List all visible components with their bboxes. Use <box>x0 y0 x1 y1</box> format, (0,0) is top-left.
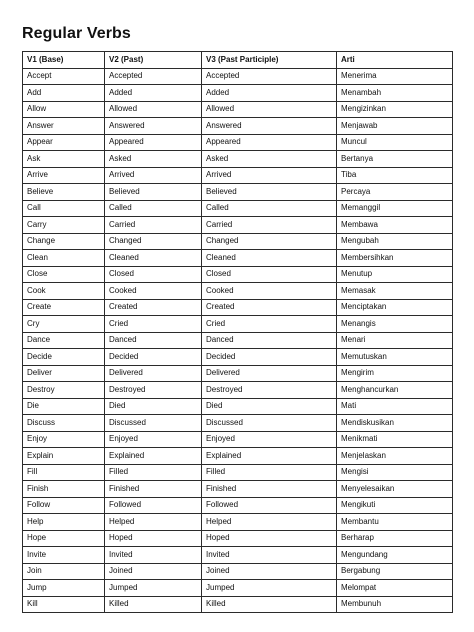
table-row <box>23 349 453 366</box>
cell-v1-base: Cook <box>23 283 105 300</box>
cell-v1-base: Join <box>23 563 105 580</box>
cell-v2-past: Added <box>105 85 202 102</box>
cell-v2-past: Cried <box>105 316 202 333</box>
cell-v2-past: Joined <box>105 563 202 580</box>
cell-arti: Menutup <box>337 266 453 283</box>
cell-v2-past: Answered <box>105 118 202 135</box>
cell-arti: Memanggil <box>337 200 453 217</box>
cell-v3-past-participle: Delivered <box>202 365 337 382</box>
cell-arti: Mengubah <box>337 233 453 250</box>
table-row <box>23 151 453 168</box>
cell-v1-base: Allow <box>23 101 105 118</box>
cell-arti: Mengizinkan <box>337 101 453 118</box>
cell-v3-past-participle: Cleaned <box>202 250 337 267</box>
cell-v3-past-participle: Finished <box>202 481 337 498</box>
cell-v1-base: Jump <box>23 580 105 597</box>
cell-v3-past-participle: Filled <box>202 464 337 481</box>
cell-v1-base: Add <box>23 85 105 102</box>
cell-v3-past-participle: Created <box>202 299 337 316</box>
cell-v2-past: Cleaned <box>105 250 202 267</box>
cell-v2-past: Delivered <box>105 365 202 382</box>
table-row <box>23 316 453 333</box>
cell-v1-base: Close <box>23 266 105 283</box>
cell-arti: Bergabung <box>337 563 453 580</box>
cell-v1-base: Hope <box>23 530 105 547</box>
cell-v2-past: Allowed <box>105 101 202 118</box>
cell-v1-base: Enjoy <box>23 431 105 448</box>
table-row <box>23 382 453 399</box>
cell-arti: Menyelesaikan <box>337 481 453 498</box>
table-row <box>23 563 453 580</box>
cell-v2-past: Accepted <box>105 68 202 85</box>
table-row <box>23 547 453 564</box>
cell-v1-base: Deliver <box>23 365 105 382</box>
cell-v1-base: Accept <box>23 68 105 85</box>
cell-v2-past: Asked <box>105 151 202 168</box>
cell-v1-base: Finish <box>23 481 105 498</box>
cell-arti: Mengundang <box>337 547 453 564</box>
cell-v3-past-participle: Carried <box>202 217 337 234</box>
table-row <box>23 431 453 448</box>
table-row <box>23 332 453 349</box>
table-row <box>23 200 453 217</box>
cell-v1-base: Follow <box>23 497 105 514</box>
table-row <box>23 266 453 283</box>
cell-v1-base: Appear <box>23 134 105 151</box>
cell-v1-base: Answer <box>23 118 105 135</box>
cell-v2-past: Arrived <box>105 167 202 184</box>
cell-v1-base: Decide <box>23 349 105 366</box>
cell-arti: Muncul <box>337 134 453 151</box>
cell-arti: Mendiskusikan <box>337 415 453 432</box>
cell-v3-past-participle: Joined <box>202 563 337 580</box>
cell-v3-past-participle: Explained <box>202 448 337 465</box>
cell-v1-base: Help <box>23 514 105 531</box>
cell-v1-base: Destroy <box>23 382 105 399</box>
cell-v2-past: Killed <box>105 596 202 613</box>
cell-arti: Menari <box>337 332 453 349</box>
table-row <box>23 167 453 184</box>
cell-v3-past-participle: Changed <box>202 233 337 250</box>
header-v2-past: V2 (Past) <box>105 52 202 69</box>
cell-v2-past: Changed <box>105 233 202 250</box>
cell-arti: Membunuh <box>337 596 453 613</box>
cell-v3-past-participle: Followed <box>202 497 337 514</box>
cell-v2-past: Danced <box>105 332 202 349</box>
table-row <box>23 514 453 531</box>
cell-v2-past: Died <box>105 398 202 415</box>
cell-arti: Memutuskan <box>337 349 453 366</box>
cell-arti: Mengikuti <box>337 497 453 514</box>
cell-arti: Berharap <box>337 530 453 547</box>
table-row <box>23 184 453 201</box>
cell-arti: Membersihkan <box>337 250 453 267</box>
cell-v1-base: Believe <box>23 184 105 201</box>
table-row <box>23 464 453 481</box>
cell-v2-past: Jumped <box>105 580 202 597</box>
table-row <box>23 365 453 382</box>
cell-v1-base: Carry <box>23 217 105 234</box>
cell-v3-past-participle: Enjoyed <box>202 431 337 448</box>
cell-v2-past: Helped <box>105 514 202 531</box>
cell-v2-past: Decided <box>105 349 202 366</box>
cell-arti: Menambah <box>337 85 453 102</box>
table-row <box>23 415 453 432</box>
cell-arti: Menciptakan <box>337 299 453 316</box>
cell-v1-base: Discuss <box>23 415 105 432</box>
cell-arti: Memasak <box>337 283 453 300</box>
cell-v2-past: Followed <box>105 497 202 514</box>
cell-arti: Bertanya <box>337 151 453 168</box>
table-row <box>23 233 453 250</box>
cell-v1-base: Fill <box>23 464 105 481</box>
cell-v1-base: Create <box>23 299 105 316</box>
cell-v2-past: Finished <box>105 481 202 498</box>
cell-arti: Menjelaskan <box>337 448 453 465</box>
cell-v2-past: Created <box>105 299 202 316</box>
cell-v1-base: Explain <box>23 448 105 465</box>
table-header <box>23 52 453 69</box>
cell-v3-past-participle: Killed <box>202 596 337 613</box>
header-v3-past-participle: V3 (Past Participle) <box>202 52 337 69</box>
cell-v2-past: Closed <box>105 266 202 283</box>
cell-v1-base: Ask <box>23 151 105 168</box>
cell-arti: Membawa <box>337 217 453 234</box>
table-row <box>23 580 453 597</box>
cell-v1-base: Invite <box>23 547 105 564</box>
cell-v2-past: Destroyed <box>105 382 202 399</box>
cell-arti: Membantu <box>337 514 453 531</box>
cell-v3-past-participle: Accepted <box>202 68 337 85</box>
cell-v3-past-participle: Asked <box>202 151 337 168</box>
cell-v2-past: Carried <box>105 217 202 234</box>
cell-v1-base: Cry <box>23 316 105 333</box>
cell-v2-past: Filled <box>105 464 202 481</box>
cell-v1-base: Dance <box>23 332 105 349</box>
cell-v1-base: Arrive <box>23 167 105 184</box>
cell-v3-past-participle: Danced <box>202 332 337 349</box>
header-row <box>23 52 453 69</box>
table-row <box>23 118 453 135</box>
cell-v1-base: Kill <box>23 596 105 613</box>
cell-arti: Menjawab <box>337 118 453 135</box>
cell-v2-past: Discussed <box>105 415 202 432</box>
table-row <box>23 134 453 151</box>
cell-arti: Melompat <box>337 580 453 597</box>
cell-v2-past: Believed <box>105 184 202 201</box>
cell-arti: Mati <box>337 398 453 415</box>
cell-v3-past-participle: Called <box>202 200 337 217</box>
table-row <box>23 497 453 514</box>
cell-v3-past-participle: Cried <box>202 316 337 333</box>
cell-arti: Menikmati <box>337 431 453 448</box>
cell-v3-past-participle: Appeared <box>202 134 337 151</box>
header-arti: Arti <box>337 52 453 69</box>
table-body <box>23 68 453 613</box>
cell-v1-base: Call <box>23 200 105 217</box>
cell-v3-past-participle: Jumped <box>202 580 337 597</box>
cell-v3-past-participle: Added <box>202 85 337 102</box>
table-row <box>23 530 453 547</box>
header-v1-base: V1 (Base) <box>23 52 105 69</box>
cell-v3-past-participle: Allowed <box>202 101 337 118</box>
cell-v3-past-participle: Destroyed <box>202 382 337 399</box>
table-row <box>23 398 453 415</box>
cell-arti: Menerima <box>337 68 453 85</box>
cell-v1-base: Change <box>23 233 105 250</box>
table-row <box>23 481 453 498</box>
cell-arti: Menghancurkan <box>337 382 453 399</box>
verb-table <box>22 51 453 613</box>
cell-v1-base: Clean <box>23 250 105 267</box>
cell-v2-past: Hoped <box>105 530 202 547</box>
cell-v2-past: Explained <box>105 448 202 465</box>
cell-v3-past-participle: Arrived <box>202 167 337 184</box>
page-title: Regular Verbs <box>22 25 131 42</box>
cell-v1-base: Die <box>23 398 105 415</box>
table-row <box>23 283 453 300</box>
table-row <box>23 217 453 234</box>
cell-arti: Percaya <box>337 184 453 201</box>
cell-v3-past-participle: Closed <box>202 266 337 283</box>
cell-v2-past: Enjoyed <box>105 431 202 448</box>
cell-v3-past-participle: Invited <box>202 547 337 564</box>
cell-v2-past: Called <box>105 200 202 217</box>
cell-v3-past-participle: Hoped <box>202 530 337 547</box>
cell-v3-past-participle: Died <box>202 398 337 415</box>
cell-v3-past-participle: Decided <box>202 349 337 366</box>
cell-v3-past-participle: Believed <box>202 184 337 201</box>
cell-v3-past-participle: Cooked <box>202 283 337 300</box>
cell-arti: Mengirim <box>337 365 453 382</box>
table-row <box>23 68 453 85</box>
cell-v3-past-participle: Answered <box>202 118 337 135</box>
cell-v2-past: Appeared <box>105 134 202 151</box>
cell-v3-past-participle: Helped <box>202 514 337 531</box>
cell-arti: Mengisi <box>337 464 453 481</box>
cell-v2-past: Cooked <box>105 283 202 300</box>
table-row <box>23 250 453 267</box>
table-row <box>23 101 453 118</box>
cell-arti: Tiba <box>337 167 453 184</box>
table-row <box>23 85 453 102</box>
cell-v3-past-participle: Discussed <box>202 415 337 432</box>
cell-v2-past: Invited <box>105 547 202 564</box>
cell-arti: Menangis <box>337 316 453 333</box>
table-row <box>23 596 453 613</box>
table-row <box>23 448 453 465</box>
table-row <box>23 299 453 316</box>
